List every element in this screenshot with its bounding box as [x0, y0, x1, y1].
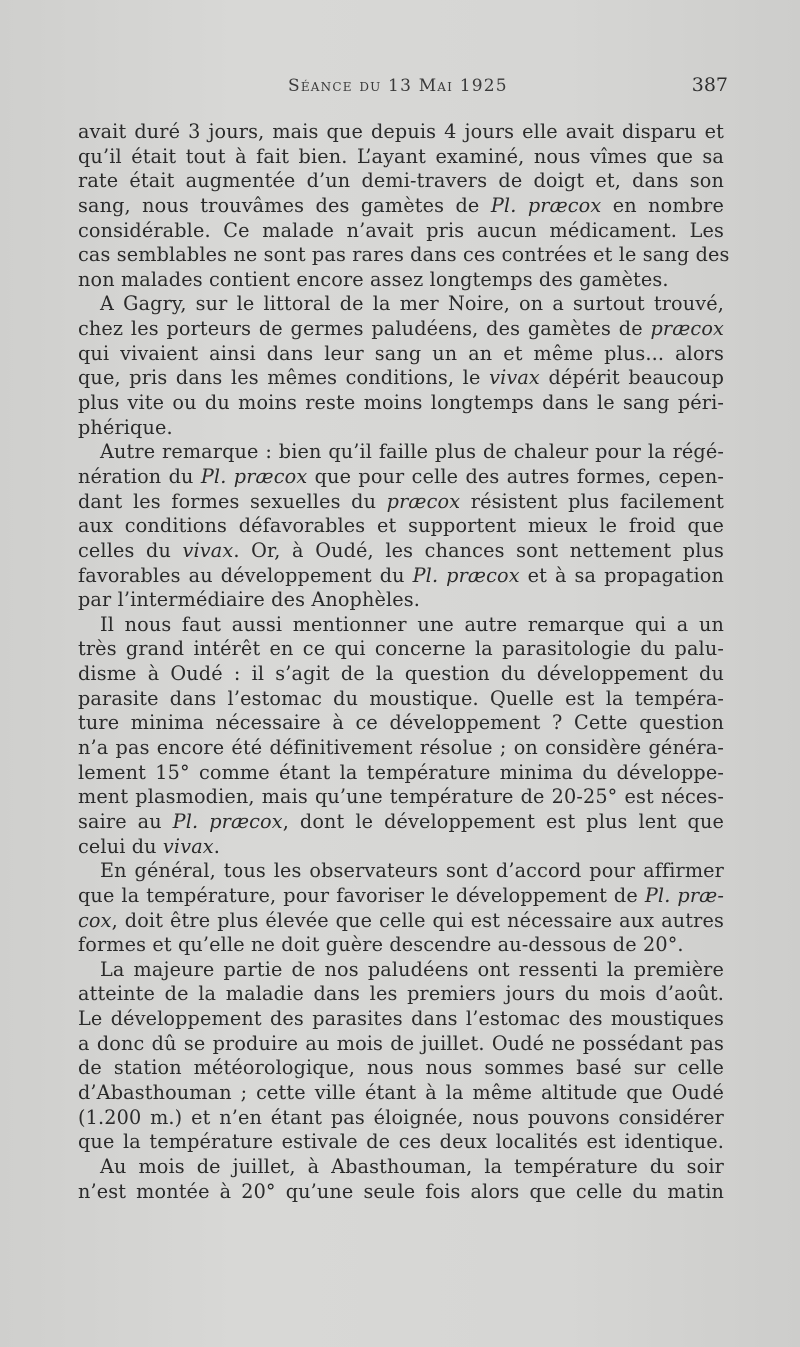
text-line: d’Abasthouman ; cette ville étant à la même altitude que Oudé [78, 1080, 724, 1104]
text-line: avait duré 3 jours, mais que depuis 4 jours elle avait disparu et [78, 120, 724, 143]
page-body [78, 120, 730, 1204]
text-line: ture minima nécessaire à ce développement ? Cette question [78, 711, 724, 735]
text-line: que, pris dans les mêmes conditions, le vivax dépérit beaucoup [78, 366, 724, 390]
text-line: chez les porteurs de germes paludéens, des gamètes de præcox [78, 317, 724, 341]
text-line: sang, nous trouvâmes des gamètes de Pl. præcox en nombre [78, 193, 724, 217]
text-line: n’a pas encore été définitivement résolue ; on considère généra- [78, 736, 724, 760]
text-line: cox, doit être plus élevée que celle qui est nécessaire aux autres [78, 908, 724, 932]
text-line: dant les formes sexuelles du præcox résistent plus facilement [78, 489, 724, 513]
text-line: non malades contient encore assez longtemps des gamètes. [78, 267, 669, 291]
text-line: qu’il était tout à fait bien. L’ayant examiné, nous vîmes que sa [78, 144, 724, 168]
text-line: (1.200 m.) et n’en étant pas éloignée, nous pouvons considérer [78, 1105, 724, 1129]
text-line: En général, tous les observateurs sont d’accord pour affirmer [100, 859, 724, 883]
text-line: celui du vivax. [78, 834, 220, 858]
text-line: phérique. [78, 415, 173, 439]
text-line: plus vite ou du moins reste moins longtemps dans le sang péri- [78, 391, 724, 415]
text-line: Autre remarque : bien qu’il faille plus de chaleur pour la régé- [100, 440, 724, 464]
text-line: saire au Pl. præcox, dont le développement est plus lent que [78, 809, 724, 833]
text-line: celles du vivax. Or, à Oudé, les chances sont nettement plus [78, 538, 724, 562]
text-line: de station météorologique, nous nous sommes basé sur celle [78, 1056, 724, 1080]
text-line: Il nous faut aussi mentionner une autre remarque qui a un [100, 612, 724, 636]
text-line: par l’intermédiaire des Anophèles. [78, 588, 421, 612]
text-line: très grand intérêt en ce qui concerne la parasitologie du palu- [78, 637, 724, 661]
text-line: a donc dû se produire au mois de juillet. Oudé ne possédant pas [78, 1031, 724, 1055]
text-line: n’est montée à 20° qu’une seule fois alors que celle du matin [78, 1179, 724, 1203]
text-line: parasite dans l’estomac du moustique. Quelle est la tempéra- [78, 686, 724, 710]
text-line: La majeure partie de nos paludéens ont ressenti la première [100, 957, 724, 981]
text-line: que la température, pour favoriser le développement de Pl. præ- [78, 883, 724, 907]
running-title: Séance du 13 Mai 1925 [288, 76, 508, 96]
text-line: Au mois de juillet, à Abasthouman, la température du soir [100, 1154, 724, 1178]
text-line: lement 15° comme étant la température minima du développe- [78, 760, 724, 784]
text-line: qui vivaient ainsi dans leur sang un an et même plus... alors [78, 341, 724, 365]
text-line: favorables au développement du Pl. præcox et à sa propagation [78, 563, 724, 587]
text-line: considérable. Ce malade n’avait pris aucun médicament. Les [78, 218, 724, 242]
text-line: disme à Oudé : il s’agit de la question du développement du [78, 662, 724, 686]
text-line: ment plasmodien, mais qu’une température de 20-25° est néces- [78, 785, 724, 809]
text-line: rate était augmentée d’un demi-travers de doigt et, dans son [78, 169, 724, 193]
text-line: aux conditions défavorables et supportent mieux le froid que [78, 514, 724, 538]
text-line: A Gagry, sur le littoral de la mer Noire, on a surtout trouvé, [100, 292, 724, 316]
text-line: atteinte de la maladie dans les premiers jours du mois d’août. [78, 982, 724, 1006]
text-line: nération du Pl. præcox que pour celle des autres formes, cepen- [78, 464, 725, 488]
text-line: formes et qu’elle ne doit guère descendre au-dessous de 20°. [78, 933, 684, 957]
text-line: que la température estivale de ces deux localités est identique. [78, 1130, 724, 1154]
text-line: Le développement des parasites dans l’estomac des moustiques [78, 1007, 724, 1031]
page-header [78, 74, 728, 104]
page-number: 387 [691, 74, 728, 96]
text-line: cas semblables ne sont pas rares dans ces contrées et le sang des [78, 243, 730, 267]
